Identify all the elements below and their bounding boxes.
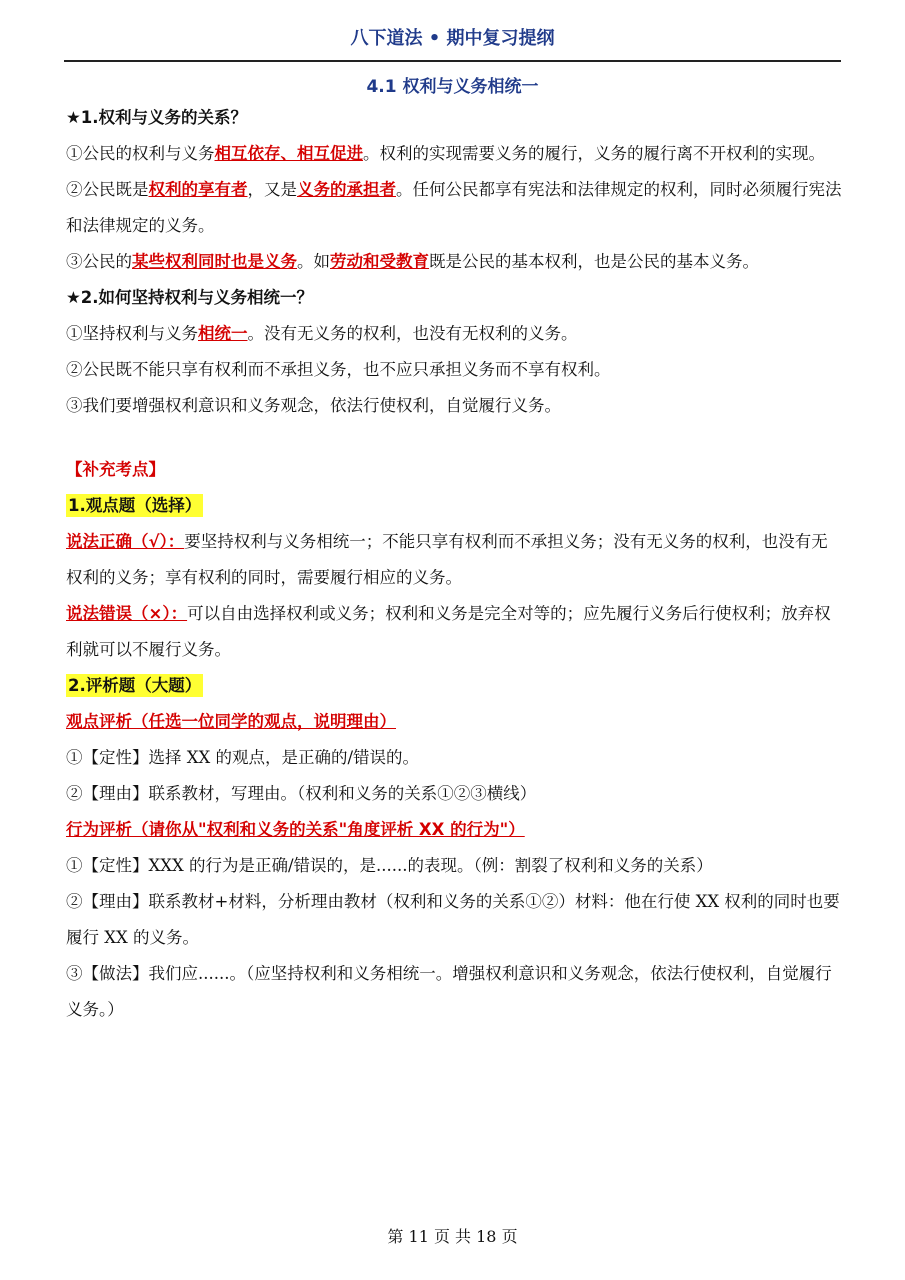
action-analysis-title: 行为评析（请你从"权利和义务的关系"角度评析 XX 的行为"） — [66, 820, 525, 839]
supplement-label: 【补充考点】 — [66, 460, 165, 479]
action-item-2: ②【理由】联系教材+材料，分析理由教材（权利和义务的关系①②）材料：他在行使 XX 权利的同时也要履行 XX 的义务。 — [66, 892, 840, 947]
key-term: 某些权利同时也是义务 — [132, 252, 297, 271]
text-run: 要坚持权利与义务相统一；不能只享有权利而不承担义务；没有无义务的权利，也没有无权利的义务；享有权利的同时，需要履行相应的义务。 — [66, 532, 828, 587]
s1-title-line — [66, 488, 842, 524]
action-item-1: ①【定性】XXX 的行为是正确/错误的，是......的表现。（例：割裂了权利和义务的关系） — [66, 856, 713, 875]
text-run: 。如 — [297, 252, 330, 271]
text-run: 既是公民的基本权利，也是公民的基本义务。 — [429, 252, 759, 271]
q1-paragraph-3 — [66, 244, 842, 280]
text-run: ①公民的权利与义务 — [66, 144, 215, 163]
header-divider — [64, 60, 841, 62]
spacer — [66, 424, 842, 452]
q1-title: ★1.权利与义务的关系？ — [66, 108, 248, 127]
s1-title: 1.观点题（选择） — [68, 496, 202, 515]
view-analysis-title: 观点评析（任选一位同学的观点，说明理由） — [66, 712, 396, 731]
q2-paragraph-3: ③我们要增强权利意识和义务观念，依法行使权利，自觉履行义务。 — [66, 396, 561, 415]
q2-paragraph-2: ②公民既不能只享有权利而不承担义务，也不应只承担义务而不享有权利。 — [66, 360, 611, 379]
key-term: 义务的承担者 — [297, 180, 396, 199]
key-term: 相互依存、相互促进 — [214, 144, 363, 163]
key-term: 劳动和受教育 — [330, 252, 429, 271]
q2-title: ★2.如何坚持权利与义务相统一？ — [66, 288, 314, 307]
text-run: ②公民既是 — [66, 180, 149, 199]
correct-label: 说法正确（√）： — [66, 532, 185, 551]
text-run: ，又是 — [247, 180, 297, 199]
text-run: 可以自由选择权利或义务；权利和义务是完全对等的；应先履行义务后行使权利；放弃权利就可以不履行义务。 — [66, 604, 831, 659]
q1-paragraph-1 — [66, 136, 842, 172]
section-title: 4.1 权利与义务相统一 — [366, 77, 539, 97]
view-item-2: ②【理由】联系教材，写理由。（权利和义务的关系①②③横线） — [66, 784, 537, 803]
text-run: ③公民的 — [66, 252, 132, 271]
content-body — [66, 100, 842, 1028]
text-run: 。没有无义务的权利，也没有无权利的义务。 — [247, 324, 578, 343]
key-term: 相统一 — [198, 324, 248, 343]
action-item-3: ③【做法】我们应......。（应坚持权利和义务相统一。增强权利意识和义务观念，依法行使权利，自觉履行义务。） — [66, 964, 832, 1019]
wrong-label: 说法错误（×）： — [66, 604, 188, 623]
page-number: 第 11 页 共 18 页 — [387, 1227, 518, 1246]
s2-title: 2.评析题（大题） — [68, 676, 202, 695]
text-run: 。权利的实现需要义务的履行，义务的履行离不开权利的实现。 — [363, 144, 825, 163]
text-run: 。任何公民都享有宪法和法律规定的权利，同时必须履行宪法和法律规定的义务。 — [66, 180, 842, 235]
q2-paragraph-1 — [66, 316, 842, 352]
view-analysis-title-line — [66, 704, 842, 740]
action-analysis-title-line — [66, 812, 842, 848]
s1-correct — [66, 524, 842, 596]
view-item-1: ①【定性】选择 XX 的观点，是正确的/错误的。 — [66, 748, 420, 767]
s2-title-line — [66, 668, 842, 704]
key-term: 权利的享有者 — [148, 180, 248, 199]
header-title: 八下道法 • 期中复习提纲 — [350, 28, 555, 49]
q1-paragraph-2 — [66, 172, 842, 244]
s1-wrong — [66, 596, 842, 668]
text-run: ①坚持权利与义务 — [66, 324, 198, 343]
